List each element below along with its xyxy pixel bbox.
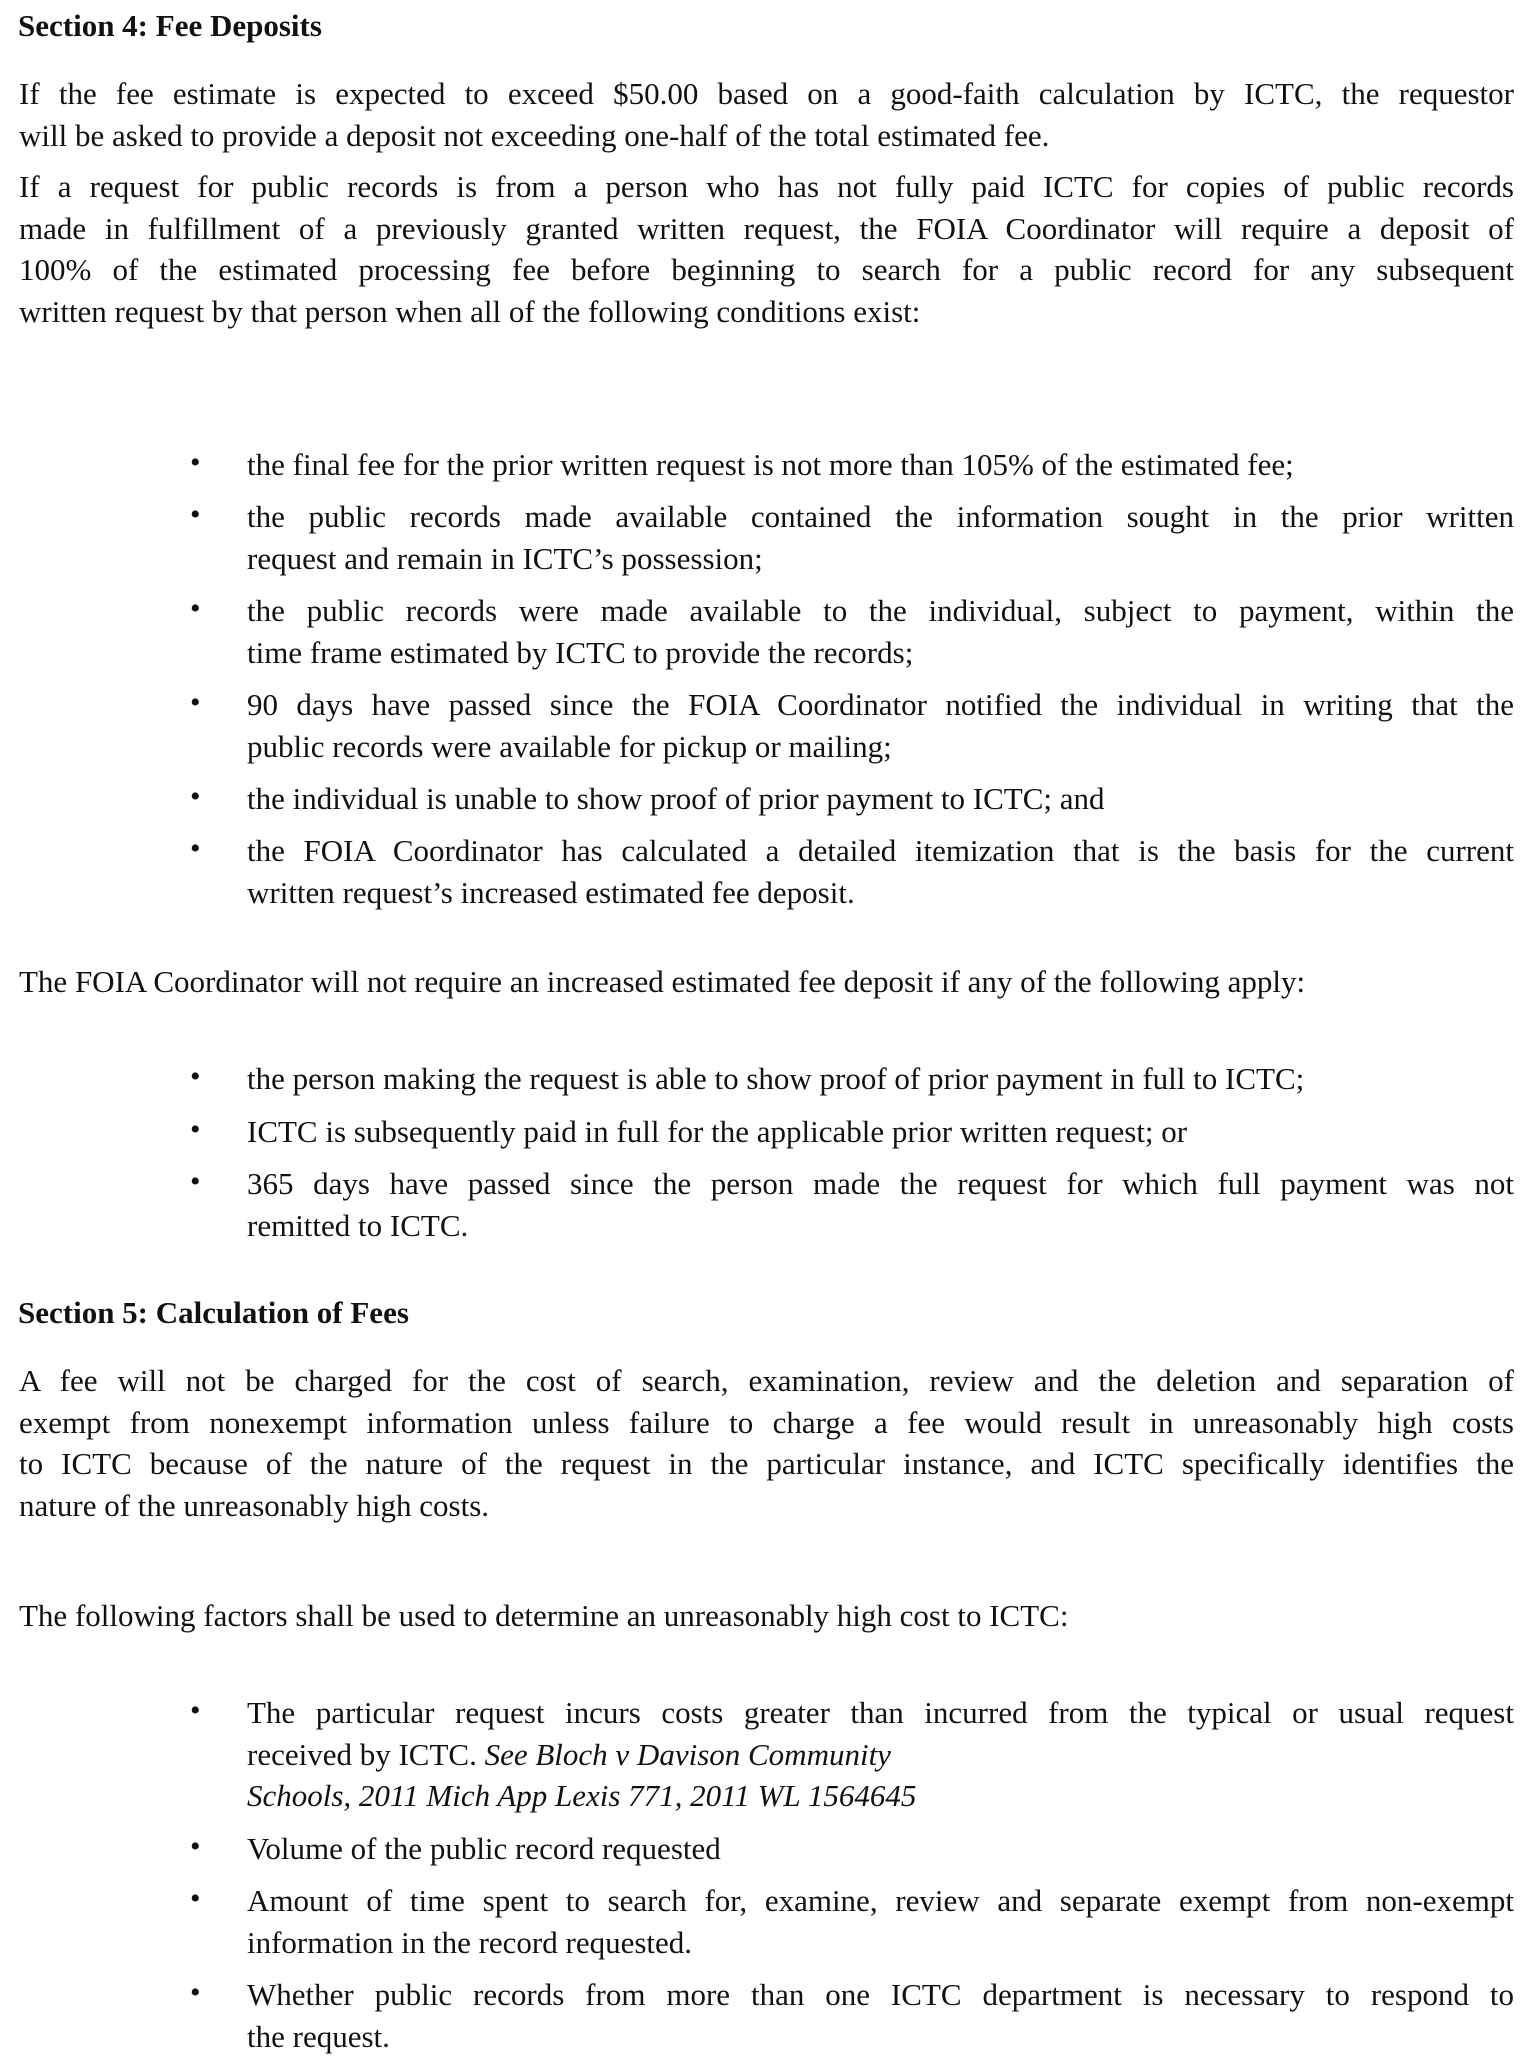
text-line: Whether public records from more than one ICTC department is necessary to respond to [247,1974,1514,2016]
text-line: 90 days have passed since the FOIA Coordinator notified the individual in writing that the [247,684,1514,726]
text-line: the person making the request is able to show proof of prior payment in full to ICTC; [247,1058,1514,1100]
text-line: public records were available for pickup or mailing; [247,726,1514,768]
text-line: The following factors shall be used to determine an unreasonably high cost to ICTC: [19,1595,1514,1637]
text-line: the public records made available contained the information sought in the prior written [247,496,1514,538]
section-4-paragraph-2 [19,166,1514,332]
text-line: If a request for public records is from a person who has not fully paid ICTC for copies of public records [19,166,1514,208]
section-4-paragraph-3 [19,961,1514,1003]
text-line: 100% of the estimated processing fee before beginning to search for a public record for any subsequent [19,249,1514,291]
bullet-icon: • [190,1972,201,2014]
condition-item [247,496,1514,579]
text-line: time frame estimated by ICTC to provide the records; [247,632,1514,674]
text-line: The particular request incurs costs greater than incurred from the typical or usual request [247,1692,1514,1734]
text-line: the final fee for the prior written request is not more than 105% of the estimated fee; [247,444,1514,486]
condition-item [247,684,1514,767]
factor-item [247,1828,1514,1870]
bullet-icon: • [190,1826,201,1868]
bullet-icon: • [190,1056,201,1098]
factor-item [247,1692,1514,1817]
text-line: the public records were made available to the individual, subject to payment, within the [247,590,1514,632]
section-5-paragraph-1 [19,1360,1514,1526]
bullet-icon: • [190,1161,201,1203]
text-plain: received by ICTC. [247,1737,485,1772]
text-line [247,1734,1514,1776]
bullet-icon: • [190,828,201,870]
text-line: information in the record requested. [247,1922,1514,1964]
bullet-icon: • [190,442,201,484]
text-line: remitted to ICTC. [247,1205,1514,1247]
text-line: Amount of time spent to search for, examine, review and separate exempt from non-exempt [247,1880,1514,1922]
bullet-icon: • [190,682,201,724]
bullet-icon: • [190,1690,201,1732]
text-line: 365 days have passed since the person made the request for which full payment was not [247,1163,1514,1205]
exception-item [247,1058,1514,1100]
text-line: to ICTC because of the nature of the request in the particular instance, and ICTC specifically identifies the [19,1443,1514,1485]
text-line: will be asked to provide a deposit not exceeding one-half of the total estimated fee. [19,115,1514,157]
case-citation: See Bloch v Davison Community [485,1737,891,1772]
text-line: exempt from nonexempt information unless failure to charge a fee would result in unreasonably high costs [19,1402,1514,1444]
text-line: nature of the unreasonably high costs. [19,1485,1514,1527]
section-5-paragraph-2 [19,1595,1514,1637]
text-line: A fee will not be charged for the cost of search, examination, review and the deletion and separation of [19,1360,1514,1402]
exception-item [247,1111,1514,1153]
text-line: If the fee estimate is expected to exceed $50.00 based on a good-faith calculation by ICTC, the requestor [19,73,1514,115]
bullet-icon: • [190,776,201,818]
condition-item [247,778,1514,820]
text-line: The FOIA Coordinator will not require an increased estimated fee deposit if any of the following apply: [19,961,1514,1003]
factor-item [247,1880,1514,1963]
case-citation: Schools, 2011 Mich App Lexis 771, 2011 WL 1564645 [247,1775,1514,1817]
text-line: written request’s increased estimated fee deposit. [247,872,1514,914]
section-5-heading: Section 5: Calculation of Fees [18,1293,409,1333]
condition-item [247,590,1514,673]
bullet-icon: • [190,1109,201,1151]
section-4-paragraph-1 [19,73,1514,156]
text-line: the request. [247,2016,1514,2057]
text-line: Volume of the public record requested [247,1828,1514,1870]
bullet-icon: • [190,494,201,536]
condition-item [247,830,1514,913]
text-line: the FOIA Coordinator has calculated a detailed itemization that is the basis for the current [247,830,1514,872]
exception-item [247,1163,1514,1246]
text-line: written request by that person when all of the following conditions exist: [19,291,1514,333]
text-line: request and remain in ICTC’s possession; [247,538,1514,580]
bullet-icon: • [190,588,201,630]
section-4-heading: Section 4: Fee Deposits [18,6,322,46]
bullet-icon: • [190,1878,201,1920]
condition-item [247,444,1514,486]
text-line: the individual is unable to show proof of prior payment to ICTC; and [247,778,1514,820]
text-line: ICTC is subsequently paid in full for the applicable prior written request; or [247,1111,1514,1153]
text-line: made in fulfillment of a previously granted written request, the FOIA Coordinator will require a deposit of [19,208,1514,250]
